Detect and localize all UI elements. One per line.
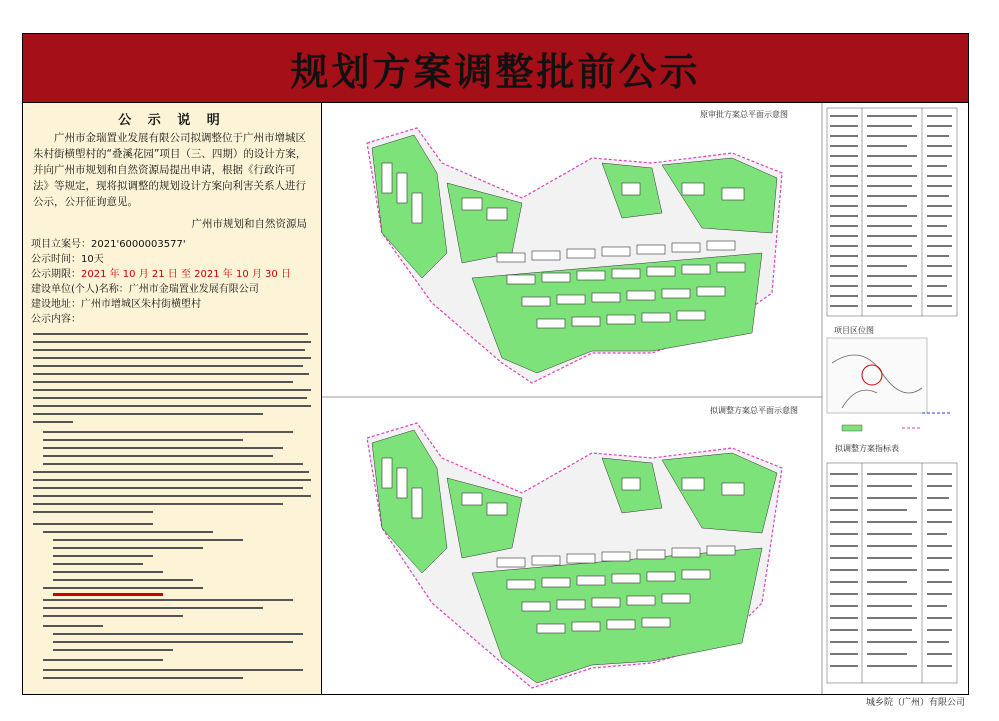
indicator-table-label: 拟调整方案指标表	[835, 444, 899, 453]
location-map	[827, 338, 927, 413]
period-days: 10天	[81, 254, 104, 265]
plan-drawings	[322, 103, 968, 694]
site-label: 建设地址：	[31, 299, 81, 310]
fine-print-text	[23, 327, 321, 687]
footer-credit: 城乡院（广州）有限公司	[865, 698, 965, 708]
period-row	[31, 252, 313, 267]
legend	[842, 413, 952, 431]
content-label: 公示内容：	[31, 314, 81, 325]
original-plan-label: 原审批方案总平面示意图	[700, 110, 788, 119]
dates-value: 2021 年 10 月 21 日 至 2021 年 10 月 30 日	[81, 269, 291, 280]
builder-name: 广州市金瑞置业发展有限公司	[128, 284, 259, 295]
title-banner	[23, 34, 968, 103]
notice-heading: 公 示 说 明	[118, 113, 226, 128]
location-map-label: 项目区位图	[834, 326, 874, 335]
adjusted-site-plan	[367, 423, 782, 688]
dates-row	[31, 267, 313, 282]
page-title: 规划方案调整批前公示	[290, 48, 701, 94]
site-address: 广州市增城区朱村街横塱村	[81, 299, 201, 310]
dates-label: 公示期限：	[31, 269, 81, 280]
authority-name: 广州市规划和自然资源局	[191, 218, 307, 230]
site-row	[31, 297, 313, 312]
period-label: 公示时间：	[31, 254, 81, 265]
notice-meta	[23, 231, 321, 327]
builder-row	[31, 282, 313, 297]
adjusted-plan-label: 拟调整方案总平面示意图	[710, 406, 798, 415]
site-plan-drawing	[322, 103, 968, 694]
project-number-label: 项目立案号：	[31, 239, 91, 250]
notice-paragraph: 广州市金瑞置业发展有限公司拟调整位于广州市增城区朱村街横塱村的“叠溪花园”项目（三、四期）的设计方案，并向广州市规划和自然资源局提出申请，根据《行政许可法》等规定，现将拟调整的规划设计方案向利害关系人进行公示，公开征询意见。	[33, 132, 307, 208]
builder-label: 建设单位(个人)名称：	[31, 284, 129, 295]
project-number: 2021'6000003577'	[91, 239, 186, 250]
original-site-plan	[367, 128, 782, 383]
project-number-row	[31, 237, 313, 252]
notice-panel	[23, 103, 322, 694]
notice-board	[22, 33, 969, 695]
